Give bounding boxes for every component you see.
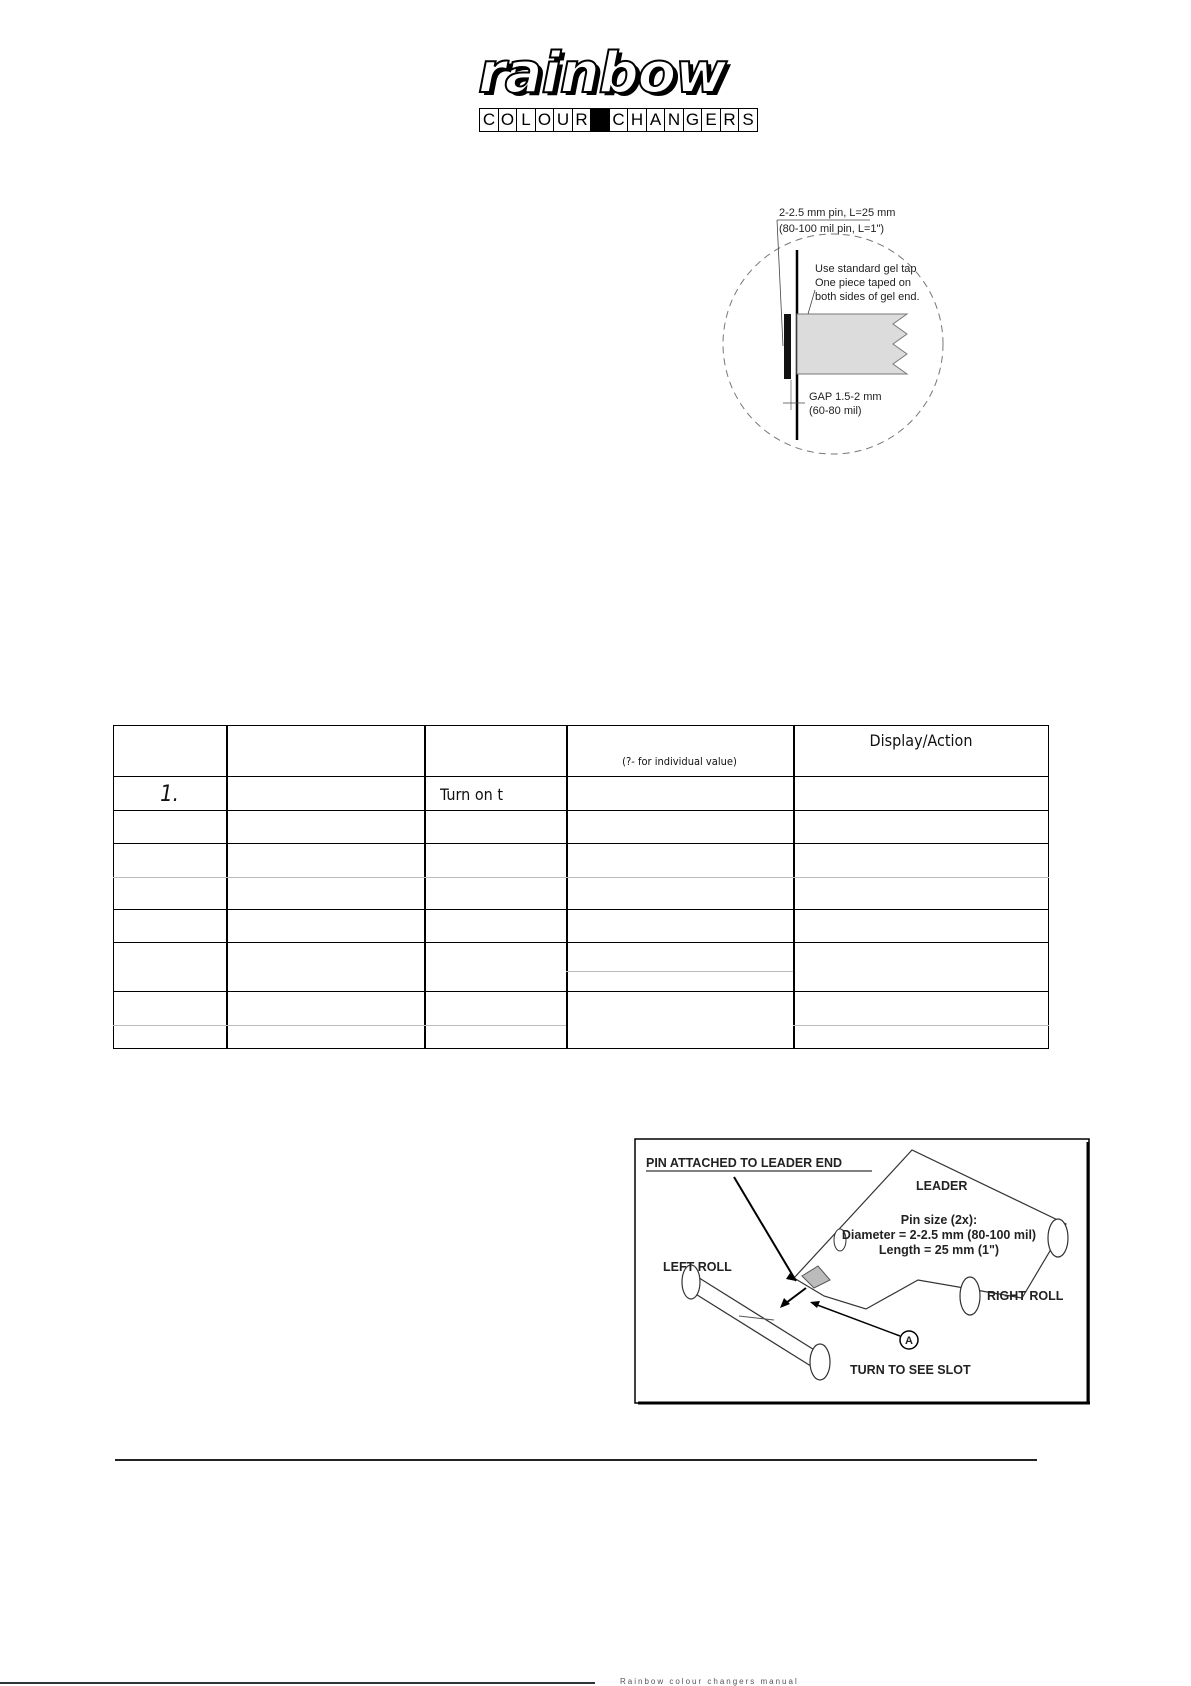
roll-diagram — [634, 1138, 1091, 1406]
table-column-divider — [566, 725, 568, 1049]
table-step-action: Turn on t — [440, 785, 503, 804]
logo-letter: R — [720, 108, 740, 132]
logo-spacer-box — [590, 108, 610, 132]
right-roll-end — [1048, 1219, 1068, 1257]
table-header-note: (?- for individual value) — [622, 755, 737, 768]
table-row-divider — [113, 1025, 566, 1026]
pin-detail-diagram — [715, 200, 975, 460]
pin-bar — [784, 314, 791, 379]
pin-size-imperial-label: (80-100 mil pin, L=1") — [779, 223, 885, 235]
table-row-divider — [113, 843, 1049, 844]
logo-letter: E — [701, 108, 721, 132]
tape-callout-line — [808, 290, 815, 314]
logo-letter: O — [535, 108, 555, 132]
logo-letter: H — [627, 108, 647, 132]
table-column-divider — [793, 725, 795, 1049]
tape-note-3: both sides of gel end. — [815, 291, 920, 303]
table-row-divider — [113, 909, 1049, 910]
logo-letter: S — [738, 108, 758, 132]
footer-faint-text: Rainbow colour changers manual — [620, 1677, 799, 1686]
pin-size-title: Pin size (2x): — [900, 1213, 978, 1227]
logo-letter: N — [664, 108, 684, 132]
left-roll-flange — [810, 1344, 830, 1380]
gap-label: GAP 1.5-2 mm — [809, 391, 882, 403]
table-header-display-action: Display/Action — [869, 731, 973, 750]
table-row-divider — [113, 942, 1049, 943]
roll-diagram-title: PIN ATTACHED TO LEADER END — [646, 1156, 843, 1170]
table-step-number: 1. — [160, 782, 179, 807]
table-row-divider — [113, 810, 1049, 811]
bottom-edge-rule — [0, 1682, 595, 1684]
logo-letter: A — [646, 108, 666, 132]
table-row-divider — [793, 1025, 1049, 1026]
tape-note-2: One piece taped on — [815, 277, 912, 289]
pin-size-label: 2-2.5 mm pin, L=25 mm — [779, 207, 896, 219]
table-row-divider — [113, 991, 1049, 992]
table-row-divider — [113, 877, 1049, 878]
logo-letter: O — [498, 108, 518, 132]
logo-wordmark: rainbow — [478, 41, 726, 106]
logo-letter: R — [572, 108, 592, 132]
right-roll-label: RIGHT ROLL — [987, 1289, 1064, 1303]
logo-letter: L — [516, 108, 536, 132]
logo-letter-boxes — [479, 108, 757, 132]
table-border — [113, 725, 1049, 1049]
tape-note-1: Use standard gel tap — [815, 263, 917, 275]
logo-letter: U — [553, 108, 573, 132]
gap-imperial-label: (60-80 mil) — [809, 405, 862, 417]
leader-label: LEADER — [916, 1179, 968, 1193]
pin-diameter-label: Diameter = 2-2.5 mm (80-100 mil) — [841, 1228, 1037, 1242]
table-column-divider — [424, 725, 426, 1049]
gel-end — [797, 314, 907, 374]
settings-table — [113, 725, 1049, 1049]
table-row-divider — [566, 971, 793, 972]
table-row-divider — [113, 776, 1049, 777]
table-column-divider — [226, 725, 228, 1049]
turn-note: TURN TO SEE SLOT — [850, 1363, 971, 1377]
pin-length-label: Length = 25 mm (1") — [878, 1243, 1000, 1257]
logo-letter: G — [683, 108, 703, 132]
pin-callout-line — [777, 220, 783, 346]
marker-a-label: A — [905, 1335, 913, 1347]
footer-divider — [115, 1459, 1037, 1461]
left-roll-label: LEFT ROLL — [663, 1260, 732, 1274]
right-roll-flange — [960, 1277, 980, 1315]
logo-letter: C — [609, 108, 629, 132]
logo-letter: C — [479, 108, 499, 132]
rainbow-logo — [477, 41, 754, 134]
